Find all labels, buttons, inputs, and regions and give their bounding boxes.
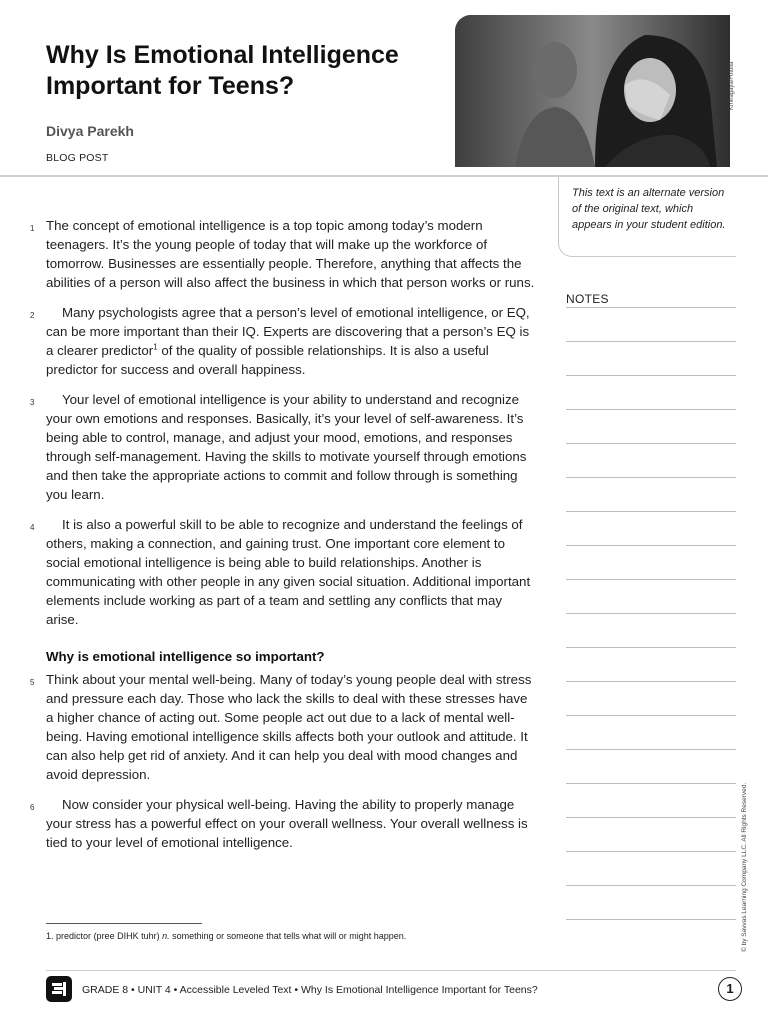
- paragraph-text: Now consider your physical well-being. Having the ability to properly manage your stress has a powerful effect on your overall wellness. Your overall wellness is tied to your level of emotional intelligence.: [46, 797, 528, 850]
- article-title: Why Is Emotional Intelligence Important for Teens?: [46, 41, 399, 100]
- note-line: [566, 443, 736, 477]
- paragraph-text: The concept of emotional intelligence is a top topic among today’s modern teenagers. It’s the young people of today that will make up the workforce of tomorrow. Businesses are essentially people. Therefore, anything that affects the abilities of a person will also affect the business in which that person works or runs.: [46, 218, 535, 290]
- header-photo: [455, 15, 730, 167]
- note-line: [566, 341, 736, 375]
- paragraph-number: 2: [30, 311, 35, 320]
- paragraph-number: 3: [30, 398, 35, 407]
- paragraph-number: 1: [30, 224, 35, 233]
- footnote-part-of-speech: n.: [162, 931, 170, 941]
- book-icon: [46, 976, 72, 1002]
- footnote-pronunciation: (pree DIHK tuhr): [93, 931, 160, 941]
- paragraph-text: It is also a powerful skill to be able to recognize and understand the feelings of others, making a connection, and gaining trust. One important core element to social emotional intelligence is being able to build relationships. Another is communicating with other people in any given social situation. Additional important elements include working as part of a team and settling any conflicts that may arise.: [46, 517, 531, 627]
- paragraph: [30, 303, 536, 379]
- paragraph-number: 6: [30, 803, 35, 812]
- footnote: [46, 931, 406, 941]
- alternate-version-note: This text is an alternate version of the original text, which appears in your student edition.: [558, 177, 736, 257]
- genre-label: BLOG POST: [46, 152, 109, 164]
- paragraph: [30, 515, 536, 629]
- footnote-reference[interactable]: 1: [153, 342, 158, 352]
- note-line: [566, 919, 736, 953]
- paragraph-text: Think about your mental well-being. Many of today’s young people deal with stress and pressure each day. Those who lack the skills to deal with these stresses have a higher chance of acting out. Some people act out due to a lack of mental well-being. Having emotional intelligence skills affects both your outlook and attitude. It can also help get rid of anxiety. And it can help you deal with mood changes and avoid depression.: [46, 672, 532, 782]
- paragraph: [30, 390, 536, 504]
- footnote-number: 1.: [46, 931, 54, 941]
- footnote-divider: [46, 923, 202, 924]
- note-line: [566, 681, 736, 715]
- note-line: [566, 885, 736, 919]
- paragraph-text: Your level of emotional intelligence is your ability to understand and recognize your own emotions and responses. Basically, it’s your level of self-awareness. It’s being able to control, manage, and adjust your mood, emotions, and responses through self-management. Having the skills to motivate yourself through emotions and then take the appropriate actions to commit and follow through is something you learn.: [46, 392, 527, 502]
- paragraph-number: 5: [30, 678, 35, 687]
- note-line: [566, 511, 736, 545]
- note-line: [566, 613, 736, 647]
- copyright-notice: © by Savvas Learning Company LLC. All Rights Reserved.: [741, 782, 748, 952]
- notes-label: NOTES: [566, 292, 609, 306]
- note-line: [566, 783, 736, 817]
- note-line: [566, 307, 736, 341]
- paragraph-text: Many psychologists agree that a person’s level of emotional intelligence, or EQ, can be more important than their IQ. Experts are discovering that a person’s EQ is a clearer predictor: [46, 305, 530, 358]
- footer-divider: [46, 970, 736, 971]
- paragraph-text-continued: of the quality of possible relationships. It is also a useful predictor for success and overall happiness.: [46, 343, 489, 377]
- footnote-definition: something or someone that tells what will or might happen.: [172, 931, 407, 941]
- section-heading: Why is emotional intelligence so important?: [46, 649, 325, 664]
- notes-area[interactable]: [566, 307, 736, 953]
- photo-credit: Kmiragaya/Fotolia: [729, 61, 735, 110]
- note-line: [566, 579, 736, 613]
- paragraph-number: 4: [30, 523, 35, 532]
- paragraph: [30, 670, 536, 784]
- author-name: Divya Parekh: [46, 123, 134, 139]
- note-line: [566, 817, 736, 851]
- note-line: [566, 749, 736, 783]
- note-line: [566, 375, 736, 409]
- note-line: [566, 715, 736, 749]
- page-number: 1: [718, 977, 742, 1001]
- article-body: [30, 216, 536, 863]
- footnote-term: predictor: [56, 931, 92, 941]
- note-line: [566, 409, 736, 443]
- paragraph: [30, 795, 536, 852]
- note-line: [566, 851, 736, 885]
- footer-text: GRADE 8 • UNIT 4 • Accessible Leveled Text • Why Is Emotional Intelligence Important for Teens?: [82, 984, 538, 996]
- note-line: [566, 545, 736, 579]
- note-line: [566, 477, 736, 511]
- paragraph: [30, 216, 536, 292]
- note-line: [566, 647, 736, 681]
